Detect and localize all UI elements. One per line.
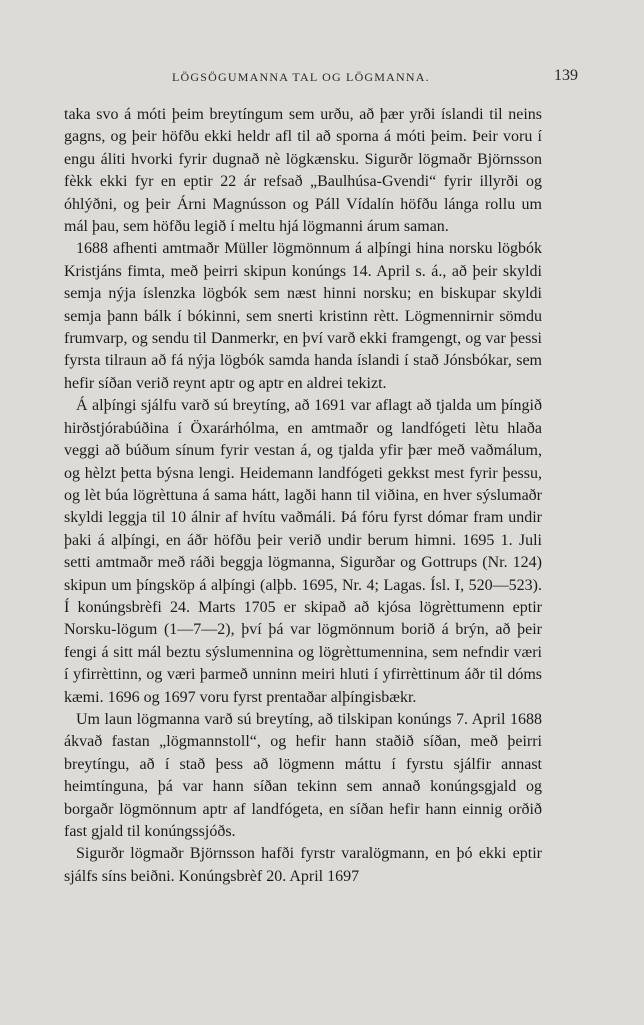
page-header (64, 67, 584, 90)
running-title: LÖGSÖGUMANNA TAL OG LÖGMANNA. (172, 70, 430, 84)
paragraph: Sigurðr lögmaðr Björnsson hafði fyrstr varalögmann, en þó ekki eptir sjálfs síns beiðni. Konúngsbrèf 20. April 1697 (64, 845, 542, 885)
page-number: 139 (554, 67, 578, 84)
paragraph: 1688 afhenti amtmaðr Müller lögmönnum á alþíngi hina norsku lögbók Kristjáns fimta, með þeirri skipun konúngs 14. April s. á., að þeir skyldi semja nýja íslenzka lögbók sem næst hinni norsku; en biskupar skyldi semja þann bálk í bókinni, sem snerti kristinn rètt. Lögmennirnir sömdu frumvarp, og sendu til Danmerkr, en því varð ekki framgengt, og var þessi fyrsta tilraun að fá nýja lögbók samda handa íslandi í stað Jónsbókar, sem hefir síðan verið reynt aptr og aptr en aldrei tekizt. (64, 240, 542, 392)
paragraph: Um laun lögmanna varð sú breytíng, að tilskipan konúngs 7. April 1688 ákvað fastan „lögmannstoll“, og hefir hann staðið síðan, með þeirri breytíngu, að í stað þess að lögmenn máttu í fyrstu sjálfir annast heimtínguna, þá var hann síðan tekinn sem annað konúngsgjald og borgaðr lögmönnum aptr af landfógeta, en síðan hefir hann einnig orðið fast gjald til konúngssjóðs. (64, 710, 542, 840)
paragraph: Á alþíngi sjálfu varð sú breytíng, að 1691 var aflagt að tjalda um þíngið hirðstjórabúðina í Öxarárhólma, en amtmaðr og landfógeti lètu hlaða veggi að búðum sínum fyrir vestan á, og tjalda yfir þær með vaðmálum, og hèlzt þetta býsna lengi. Heidemann landfógeti gekkst mest fyrir þessu, og lèt búa lögrèttuna á sama hátt, lagði hann til viðina, en hver sýslumaðr skyldi leggja til 10 álnir af hvítu vaðmáli. Þá fóru fyrst dómar fram undir þaki á alþíngi, en áðr höfðu þeir verið undir berum himni. 1695 1. Juli setti amtmaðr með ráði beggja lögmanna, Sigurðar og Gottrups (Nr. 124) skipun um þíngsköp á alþíngi (alþb. 1695, Nr. 4; Lagas. Ísl. I, 520—523). Í konúngsbrèfi 24. Marts 1705 er skipað að kjósa lögrèttumenn eptir Norsku-lögum (1—7—2), því þá var lögmönnum borið á brýn, að þeir fengi á sitt mál beztu sýslumennina og lögrèttumennina, sem nefndir væri í yfirrèttinn, og væri þarmeð unninn meiri hluti í yfirrèttinum áðr til dóms kæmi. 1696 og 1697 voru fyrst prentaðar alþíngisbækr. (64, 397, 542, 706)
body-text (64, 104, 542, 888)
paragraph: taka svo á móti þeim breytíngum sem urðu, að þær yrði íslandi til neins gagns, og þeir höfðu ekki heldr afl til að sporna á móti þeim. Þeir voru í engu áliti hvorki fyrir dugnað nè lögkænsku. Sigurðr lögmaðr Björnsson fèkk ekki fyr en eptir 22 ár refsað „Baulhúsa-Gvendi“ fyrir illyrði og óhlýðni, og þeir Árni Magnússon og Páll Vídalín höfðu lánga rollu um mál þau, sem höfðu legið í meltu hjá lögmanni árum saman. (64, 106, 542, 236)
